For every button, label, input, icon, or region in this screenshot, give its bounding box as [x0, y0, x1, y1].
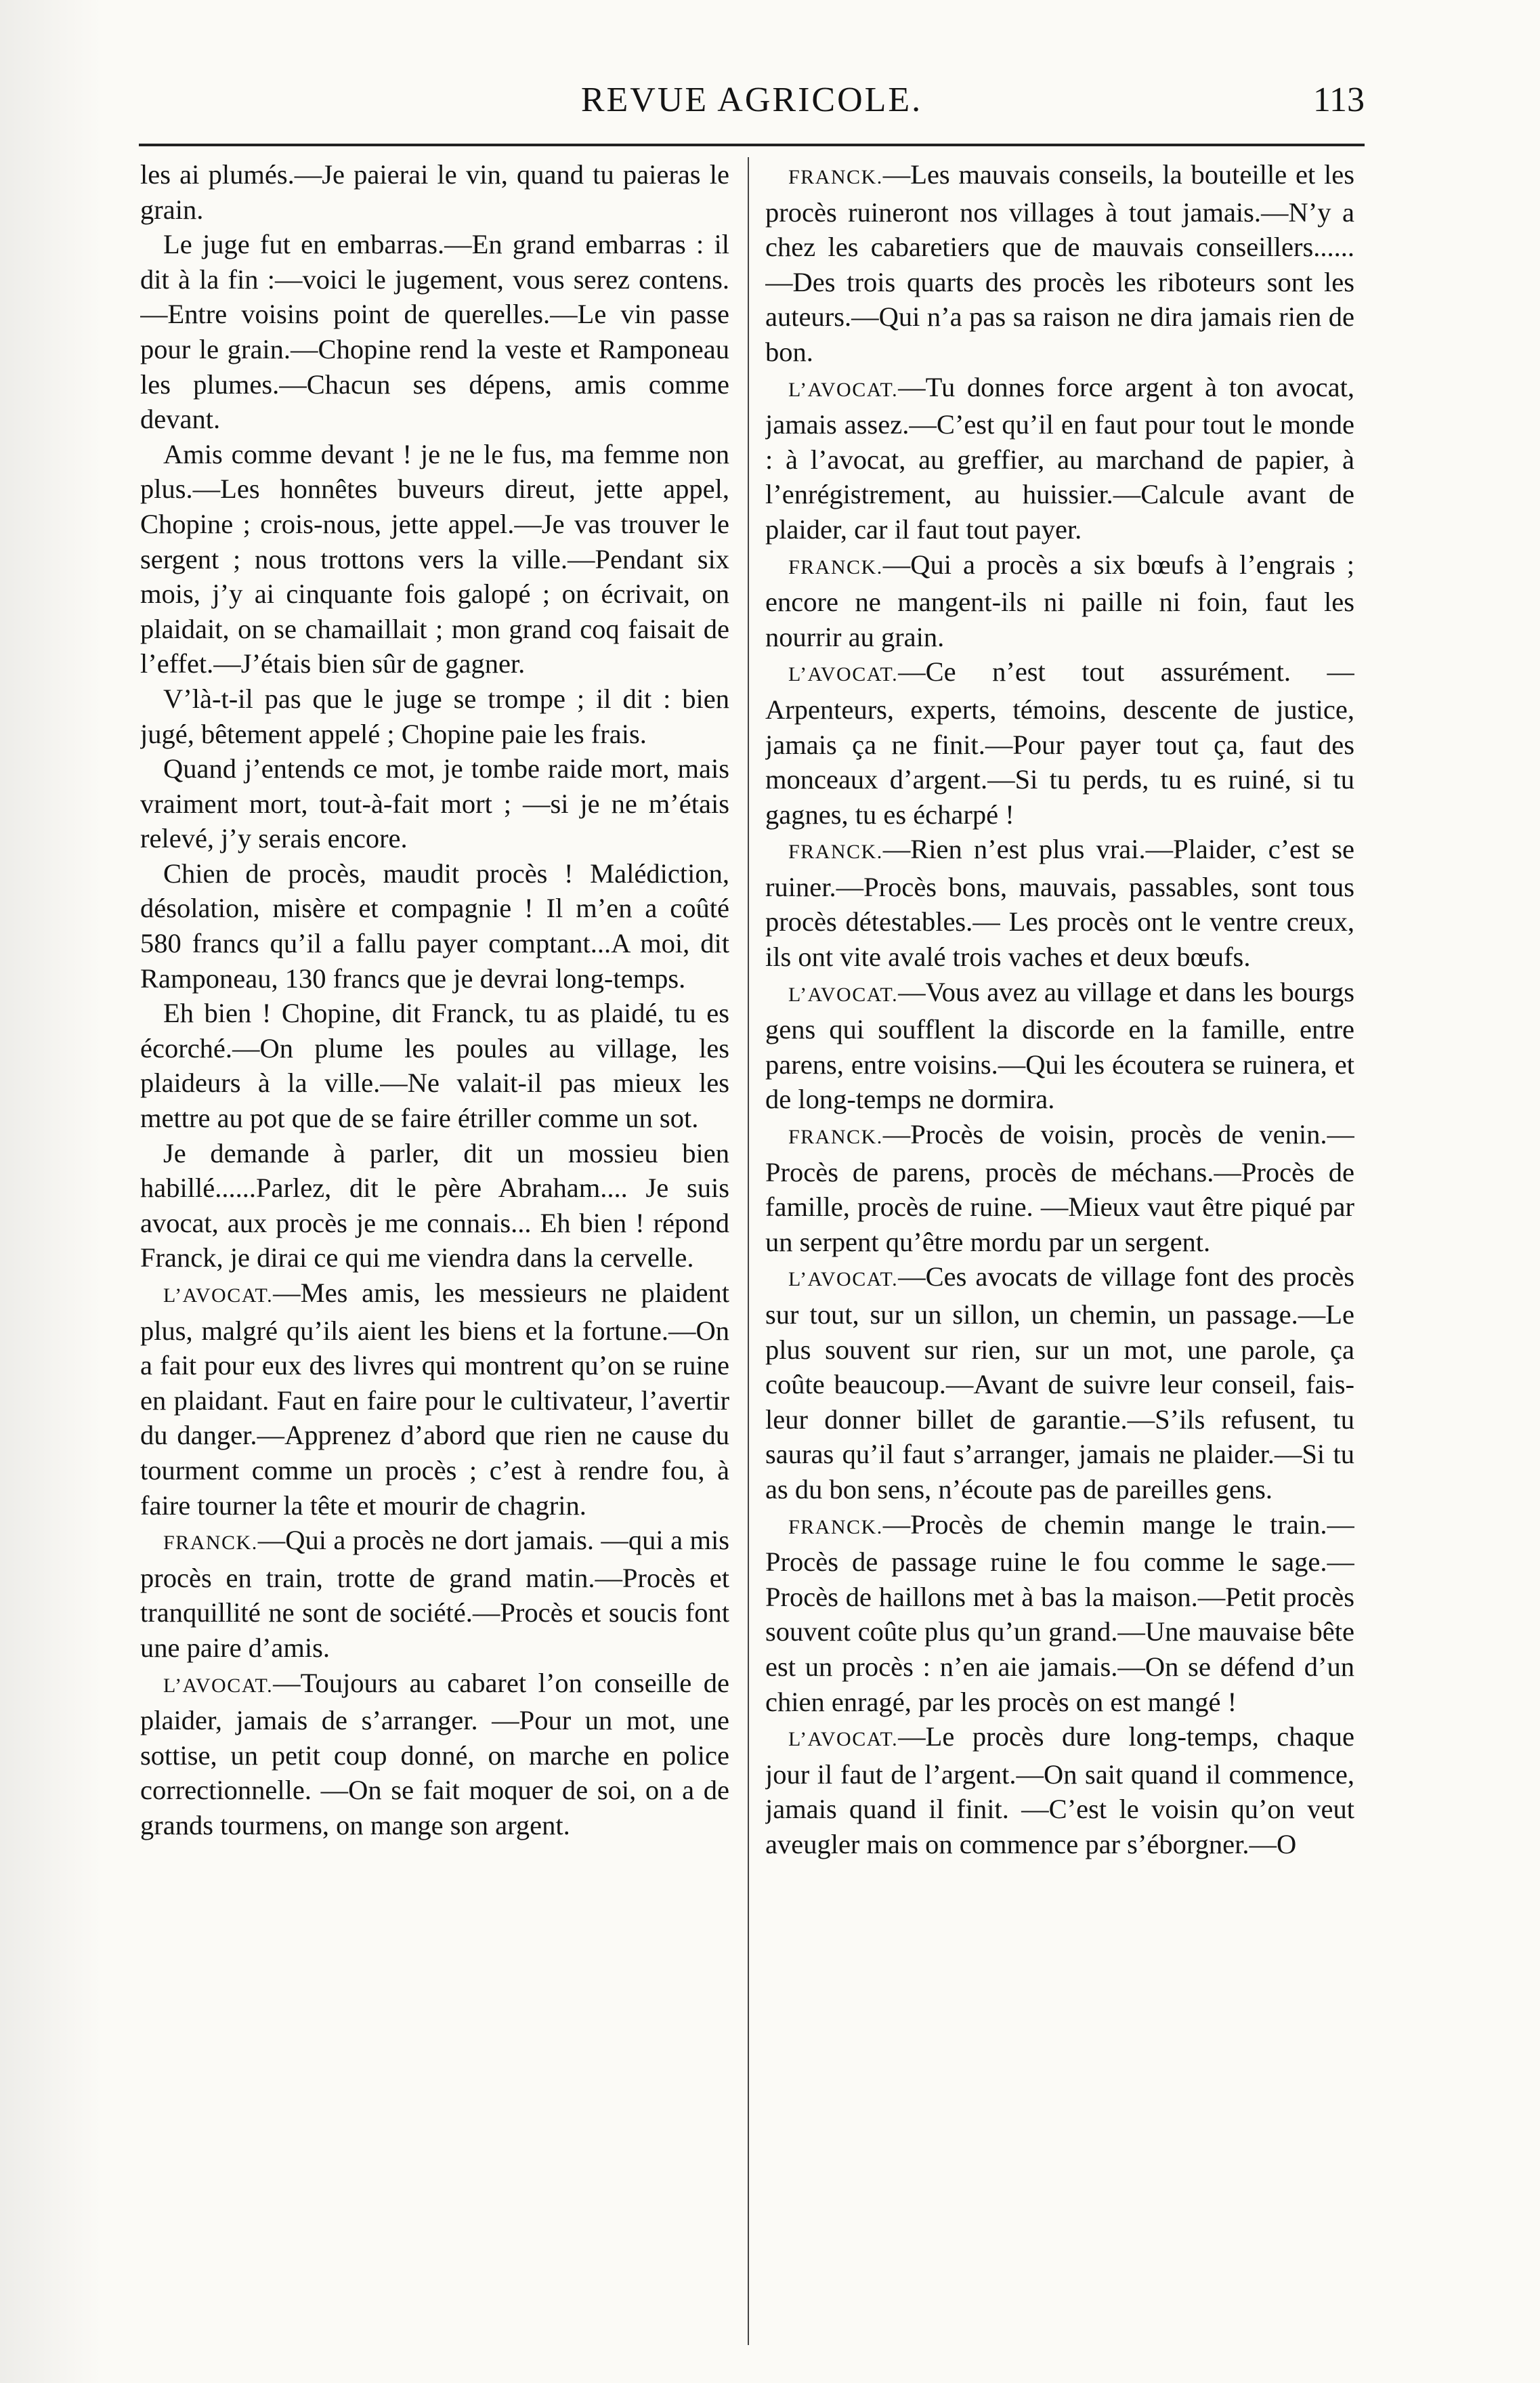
paragraph-text: Amis comme devant ! je ne le fus, ma femme non plus.—Les honnêtes buveurs direut, jette appel, Chopine ; crois-nous, jette appel.—Je vas trouver le sergent ; nous trottons vers la ville.—Pendant six mois, j’y ai cinquante fois galopé ; on écrivait, on plaidait, on se chamaillait ; mon grand coq faisait de l’effet.—J’étais bien sûr de gagner.: [140, 438, 729, 679]
paragraph-text: —Tu donnes force argent à ton avocat, jamais assez.—C’est qu’il en faut pour tout le monde : à l’avocat, au greffier, au marchand de papier, à l’enrégistrement, au huissier.—Calcule avant de plaider, car il faut tout payer.: [765, 371, 1354, 545]
paragraph-text: —Ces avocats de village font des procès sur tout, sur un sillon, un chemin, un passage.—Le plus souvent sur rien, sur un mot, une parole, ça coûte beaucoup.—Avant de suivre leur conseil, fais-leur donner billet de garantie.—S’ils refusent, tu sauras qu’il faut s’arranger, jamais ne plaider.—Si tu as du bon sens, n’écoute pas de pareilles gens.: [765, 1261, 1354, 1504]
speaker-label: L’AVOCAT.: [788, 663, 899, 686]
paragraph-text: —Procès de voisin, procès de venin.—Procès de parens, procès de méchans.—Procès de famille, procès de ruine. —Mieux vaut être piqué par un serpent qu’être mordu par un sergent.: [765, 1119, 1354, 1257]
paragraph: [140, 157, 729, 227]
paragraph-text: les ai plumés.—Je paierai le vin, quand tu paieras le grain.: [140, 159, 729, 225]
paragraph: [765, 370, 1354, 547]
paragraph-text: Eh bien ! Chopine, dit Franck, tu as plaidé, tu es écorché.—On plume les poules au village, les plaideurs à la ville.—Ne valait-il pas mieux les mettre au pot que de se faire étriller comme un sot.: [140, 998, 729, 1134]
paragraph-text: —Mes amis, les messieurs ne plaident plus, malgré qu’ils aient les biens et la fortune.—On a fait pour eux des livres qui montrent qu’on se ruine en plaidant. Faut en faire pour le cultivateur, l’avertir du danger.—Apprenez d’abord que rien ne cause du tourment comme un procès ; c’est à rendre fou, à faire tourner la tête et mourir de chagrin.: [140, 1278, 729, 1521]
speaker-label: L’AVOCAT.: [788, 983, 899, 1006]
paragraph: [140, 856, 729, 996]
paragraph-text: —Le procès dure long-temps, chaque jour il faut de l’argent.—On sait quand il commence, jamais quand il finit. —C’est le voisin qu’on veut aveugler mais on commence par s’éborgner.—O: [765, 1721, 1354, 1859]
paragraph: [765, 547, 1354, 655]
paragraph-text: Quand j’entends ce mot, je tombe raide mort, mais vraiment mort, tout-à-fait mort ; —si je ne m’étais relevé, j’y serais encore.: [140, 753, 729, 854]
speaker-label: FRANCK.: [788, 1515, 883, 1538]
speaker-label: FRANCK.: [788, 555, 883, 578]
paragraph: [140, 227, 729, 437]
paragraph-text: —Procès de chemin mange le train.—Procès de passage ruine le fou comme le sage.—Procès de haillons met à bas la maison.—Petit procès souvent coûte plus qu’un grand.—Une mauvaise bête est un procès : n’en aie jamais.—On se défend d’un chien enragé, par les procès on est mangé !: [765, 1509, 1354, 1717]
paragraph-text: Je demande à parler, dit un mossieu bien habillé......Parlez, dit le père Abraham.... Je suis avocat, aux procès je me connais... Eh bien ! répond Franck, je dirai ce qui me viendra dans la cervelle.: [140, 1137, 729, 1273]
paragraph: [140, 1275, 729, 1523]
paragraph: [765, 157, 1354, 370]
right-column: [765, 157, 1354, 2345]
paragraph-text: —Toujours au cabaret l’on conseille de plaider, jamais de s’arranger. —Pour un mot, une sottise, un petit coup donné, on marche en police correctionnelle. —On se fait moquer de soi, on a de grands tourmens, on mange son argent.: [140, 1667, 729, 1840]
left-column: [140, 157, 729, 2345]
paragraph: [140, 437, 729, 681]
speaker-label: FRANCK.: [788, 1126, 883, 1149]
header-rule: [139, 144, 1365, 146]
speaker-label: L’AVOCAT.: [163, 1284, 274, 1307]
paragraph: [765, 832, 1354, 974]
paragraph: [765, 654, 1354, 832]
speaker-label: FRANCK.: [163, 1532, 258, 1555]
paragraph: [765, 975, 1354, 1117]
paragraph: [140, 1523, 729, 1665]
paragraph-text: —Vous avez au village et dans les bourgs gens qui soufflent la discorde en la famille, entre parens, entre voisins.—Qui les écoutera se ruinera, et de long-temps ne dormira.: [765, 976, 1354, 1115]
paragraph-text: —Les mauvais conseils, la bouteille et les procès ruineront nos villages à tout jamais.—N’y a chez les cabaretiers que de mauvais conseillers...... —Des trois quarts des procès les riboteurs sont les auteurs.—Qui n’a pas sa raison ne dira jamais rien de bon.: [765, 159, 1354, 367]
speaker-label: L’AVOCAT.: [788, 1728, 899, 1751]
speaker-label: FRANCK.: [788, 166, 883, 188]
paragraph-text: —Ce n’est tout assurément. —Arpenteurs, experts, témoins, descente de justice, jamais ça ne finit.—Pour payer tout ça, faut des monceaux d’argent.—Si tu perds, tu es ruiné, si tu gagnes, tu es écharpé !: [765, 656, 1354, 830]
paragraph: [765, 1507, 1354, 1720]
column-divider: [748, 157, 749, 2345]
paragraph: [140, 751, 729, 856]
speaker-label: FRANCK.: [788, 841, 883, 864]
speaker-label: L’AVOCAT.: [163, 1674, 274, 1697]
paragraph-text: —Qui a procès ne dort jamais. —qui a mis procès en train, trotte de grand matin.—Procès et tranquillité ne sont de société.—Procès et soucis font une paire d’amis.: [140, 1525, 729, 1663]
paragraph: [765, 1117, 1354, 1259]
paragraph: [140, 1666, 729, 1843]
paragraph: [765, 1719, 1354, 1861]
paragraph-text: —Qui a procès a six bœufs à l’engrais ; encore ne mangent-ils ni paille ni foin, faut les nourrir au grain.: [765, 549, 1354, 652]
paragraph: [765, 1259, 1354, 1506]
speaker-label: L’AVOCAT.: [788, 1268, 899, 1291]
page-header: [139, 80, 1365, 141]
paragraph-text: Chien de procès, maudit procès ! Malédiction, désolation, misère et compagnie ! Il m’en a coûté 580 francs qu’il a fallu payer comptant...A moi, dit Ramponeau, 130 francs que je devrai long-temps.: [140, 858, 729, 994]
paragraph: [140, 996, 729, 1135]
running-title: REVUE AGRICOLE.: [580, 81, 923, 119]
page-number: 113: [1312, 81, 1365, 119]
paragraph-text: Le juge fut en embarras.—En grand embarras : il dit à la fin :—voici le jugement, vous serez contens.—Entre voisins point de querelles.—Le vin passe pour le grain.—Chopine rend la veste et Ramponeau les plumes.—Chacun ses dépens, amis comme devant.: [140, 229, 729, 435]
binding-gutter: [0, 0, 102, 2383]
paragraph: [140, 681, 729, 751]
paragraph: [140, 1136, 729, 1275]
paragraph-text: V’là-t-il pas que le juge se trompe ; il dit : bien jugé, bêtement appelé ; Chopine paie les frais.: [140, 683, 729, 749]
paragraph-text: —Rien n’est plus vrai.—Plaider, c’est se ruiner.—Procès bons, mauvais, passables, sont tous procès détestables.— Les procès ont le ventre creux, ils ont vite avalé trois vaches et deux bœufs.: [765, 834, 1354, 973]
speaker-label: L’AVOCAT.: [788, 378, 899, 401]
